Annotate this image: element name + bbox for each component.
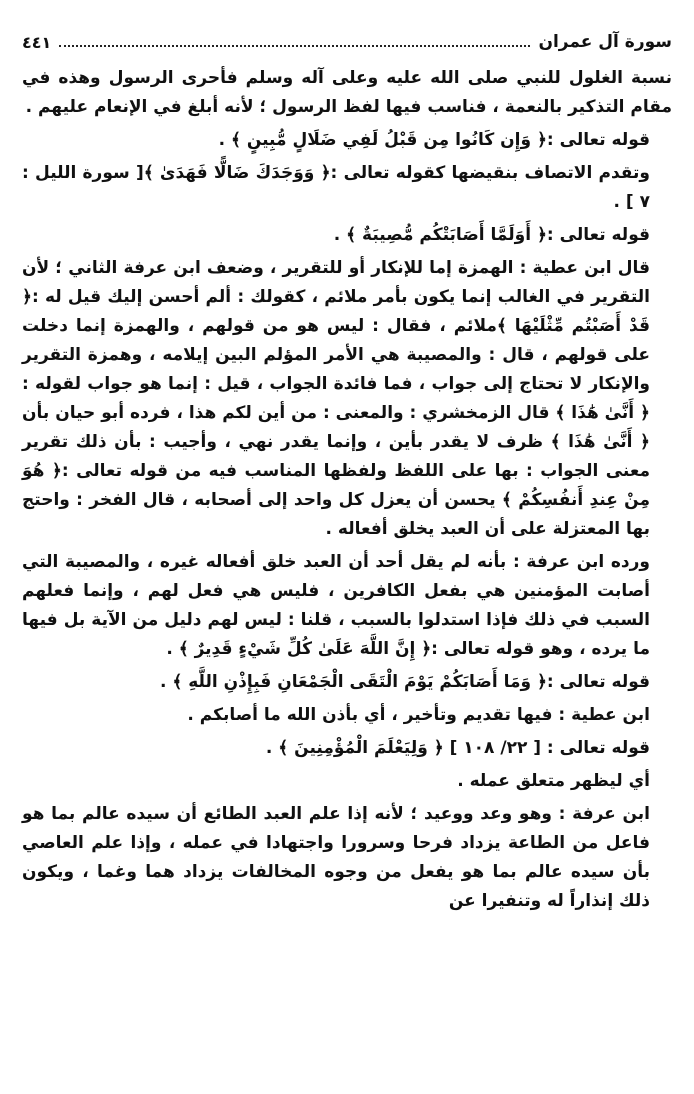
paragraph: ابن عطية : فيها تقديم وتأخير ، أي بأذن الله ما أصابكم .	[187, 705, 650, 725]
page-body	[22, 64, 672, 916]
verse-quote: قوله تعالى :﴿ وَإِن كَانُوا مِن قَبْلُ لَفِي ضَلَالٍ مُّبِينٍ ﴾ .	[218, 130, 650, 150]
page-number: ٤٤١	[22, 32, 52, 52]
paragraph: وتقدم الاتصاف بنقيضها كقوله تعالى :﴿ وَوَجَدَكَ ضَالًّا فَهَدَىٰ ﴾[ سورة الليل : ٧ ] .	[22, 163, 650, 212]
paragraph: نسبة الغلول للنبي صلى الله عليه وعلى آله وسلم فأحرى الرسول وهذه في مقام التذكير بالنعمة ، فناسب فيها لفظ الرسول ؛ لأنه أبلغ في الإنعام عليهم .	[22, 68, 672, 117]
paragraph: قال ابن عطية : الهمزة إما للإنكار أو للتقرير ، وضعف ابن عرفة الثاني ؛ لأن التقرير في الغالب إنما يكون بأمر ملائم ، كقولك : ألم أحسن إليك قيل له :﴿ قَدْ أَصَبْتُم مِّثْلَيْهَا ﴾ملائم ، فقال : ليس هو من قولهم ، والهمزة إنما دخلت على قولهم ، قال : والمصيبة هي الأمر المؤلم البين إيلامه ، وهمزة التقرير والإنكار لا تحتاج إلى جواب ، فما فائدة الجواب ، قيل : إنما هو جواب لقوله :﴿ أَنَّىٰ هَٰذَا ﴾ قال الزمخشري : والمعنى : من أين لكم هذا ، فرده أبو حيان بأن ﴿ أَنَّىٰ هَٰذَا ﴾ ظرف لا يقدر بأين ، وإنما يقدر نهي ، وأجيب : بأن ذلك تقرير معنى الجواب : بها على اللفظ ولفظها المناسب فيه من قوله تعالى :﴿ هُوَ مِنْ عِندِ أَنفُسِكُمْ ﴾ يحسن أن يعزل كل واحد إلى أصحابه ، قال الفخر : واحتج بها المعتزلة على أن العبد يخلق أفعاله .	[22, 258, 650, 539]
paragraph: ورده ابن عرفة : بأنه لم يقل أحد أن العبد خلق أفعاله غيره ، والمصيبة التي أصابت المؤمنين هي بفعل الكافرين ، فليس هي فعل لهم ، وإنما فعلهم السبب في ذلك فإذا استدلوا بالسبب ، قلنا : ليس لهم دليل من الآية بل فيها ما يرده ، وهو قوله تعالى :﴿ إِنَّ اللَّهَ عَلَىٰ كُلِّ شَيْءٍ قَدِيرٌ ﴾ .	[22, 552, 650, 659]
surah-title: سورة آل عمران	[538, 32, 672, 52]
verse-quote: قوله تعالى :﴿ أَوَلَمَّا أَصَابَتْكُم مُّصِيبَةٌ ﴾ .	[333, 225, 650, 245]
paragraph: أي ليظهر متعلق عمله .	[457, 771, 650, 791]
verse-quote: قوله تعالى :﴿ وَمَا أَصَابَكُمْ يَوْمَ الْتَقَى الْجَمْعَانِ فَبِإِذْنِ اللَّهِ ﴾ .	[159, 672, 650, 692]
page-header	[22, 30, 672, 54]
paragraph: ابن عرفة : وهو وعد ووعيد ؛ لأنه إذا علم العبد الطائع أن سيده عالم بما هو فاعل من الطاعة يزداد فرحا وسرورا واجتهادا في عمله ، وإذا علم العاصي بأن سيده عالم بما هو يفعل من وجوه المخالفات يزداد هما وغما ، ويكون ذلك إنذاراً له وتنفيرا عن	[22, 804, 650, 911]
verse-quote: قوله تعالى : [ ٢٢/ ١٠٨ ] ﴿ وَلِيَعْلَمَ الْمُؤْمِنِينَ ﴾ .	[265, 738, 650, 758]
header-dotted-rule	[59, 45, 530, 47]
